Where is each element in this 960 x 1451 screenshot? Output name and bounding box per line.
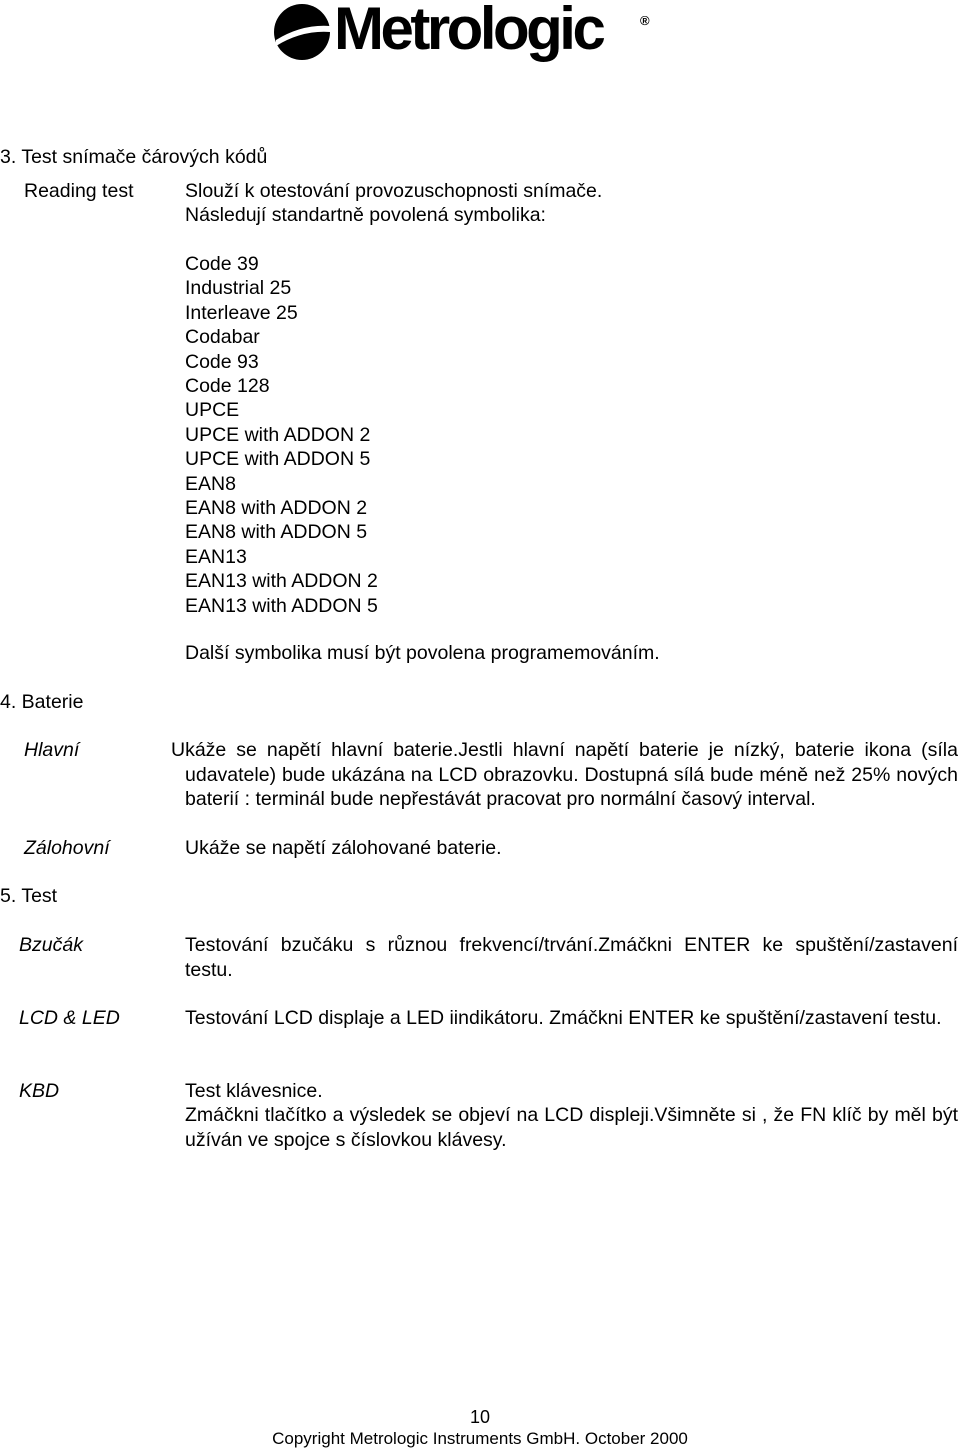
section-4-title: 4. Baterie bbox=[0, 691, 84, 713]
list-item: EAN8 bbox=[185, 472, 236, 495]
list-item: UPCE with ADDON 5 bbox=[185, 448, 371, 471]
list-item: Interleave 25 bbox=[185, 301, 298, 324]
list-item: EAN13 with ADDON 5 bbox=[185, 594, 378, 617]
copyright: Copyright Metrologic Instruments GmbH. October 2000 bbox=[272, 1429, 688, 1448]
kbd-text: Zmáčkni tlačítko a výsledek se objeví na LCD displeji.Všimněte si , že FN klíč by měl být užíván ve spojce s číslovkou klávesy. bbox=[185, 1104, 958, 1151]
more-symbology-note: Další symbolika musí být povolena programemováním. bbox=[185, 642, 660, 664]
buzzer-label: Bzučák bbox=[19, 934, 83, 956]
symbology-list bbox=[185, 252, 378, 618]
list-item: Code 39 bbox=[185, 253, 259, 275]
lcd-led-label: LCD & LED bbox=[19, 1007, 120, 1029]
list-item: UPCE bbox=[185, 399, 240, 422]
kbd-line1: Test klávesnice. bbox=[185, 1080, 323, 1102]
main-battery-label: Hlavní bbox=[24, 739, 80, 761]
list-item: EAN13 bbox=[185, 545, 247, 568]
metrologic-logo bbox=[272, 0, 662, 64]
registered-mark: ® bbox=[640, 13, 650, 28]
list-item: Codabar bbox=[185, 326, 260, 349]
list-item: EAN8 with ADDON 5 bbox=[185, 521, 368, 544]
reading-test-line1: Slouží k otestování provozuschopnosti snímače. bbox=[185, 180, 603, 202]
section-5-title: 5. Test bbox=[0, 885, 58, 907]
list-item: Industrial 25 bbox=[185, 277, 292, 300]
lcd-led-text: Testování LCD displaje a LED iindikátoru. Zmáčkni ENTER ke spuštění/zastavení testu. bbox=[185, 1007, 942, 1029]
list-item: Code 128 bbox=[185, 375, 270, 398]
section-3-title: 3. Test snímače čárových kódů bbox=[0, 146, 268, 168]
kbd-label: KBD bbox=[19, 1080, 60, 1102]
page-number: 10 bbox=[469, 1407, 491, 1427]
main-battery-text: Ukáže se napětí hlavní baterie.Jestli hlavní napětí baterie je nízký, baterie ikona (síla udavatele) bude ukázána na LCD obrazovku. Dostupná sílá bude méně než 25% nových baterií : terminál bude nepřestávát pracovat pro normální časový interval. bbox=[171, 739, 958, 810]
list-item: EAN8 with ADDON 2 bbox=[185, 497, 368, 520]
reading-test-line2: Následují standartně povolená symbolika: bbox=[185, 204, 546, 226]
backup-battery-text: Ukáže se napětí zálohované baterie. bbox=[185, 837, 502, 859]
backup-battery-label: Zálohovní bbox=[24, 837, 110, 859]
list-item: Code 93 bbox=[185, 350, 259, 373]
logo-mark-icon bbox=[272, 2, 332, 62]
list-item: UPCE with ADDON 2 bbox=[185, 423, 371, 446]
reading-test-label: Reading test bbox=[24, 180, 134, 202]
list-item: EAN13 with ADDON 2 bbox=[185, 570, 378, 593]
buzzer-text: Testování bzučáku s různou frekvencí/trvání.Zmáčkni ENTER ke spuštění/zastavení testu. bbox=[185, 934, 958, 981]
logo-text: Metrologic bbox=[334, 0, 603, 62]
